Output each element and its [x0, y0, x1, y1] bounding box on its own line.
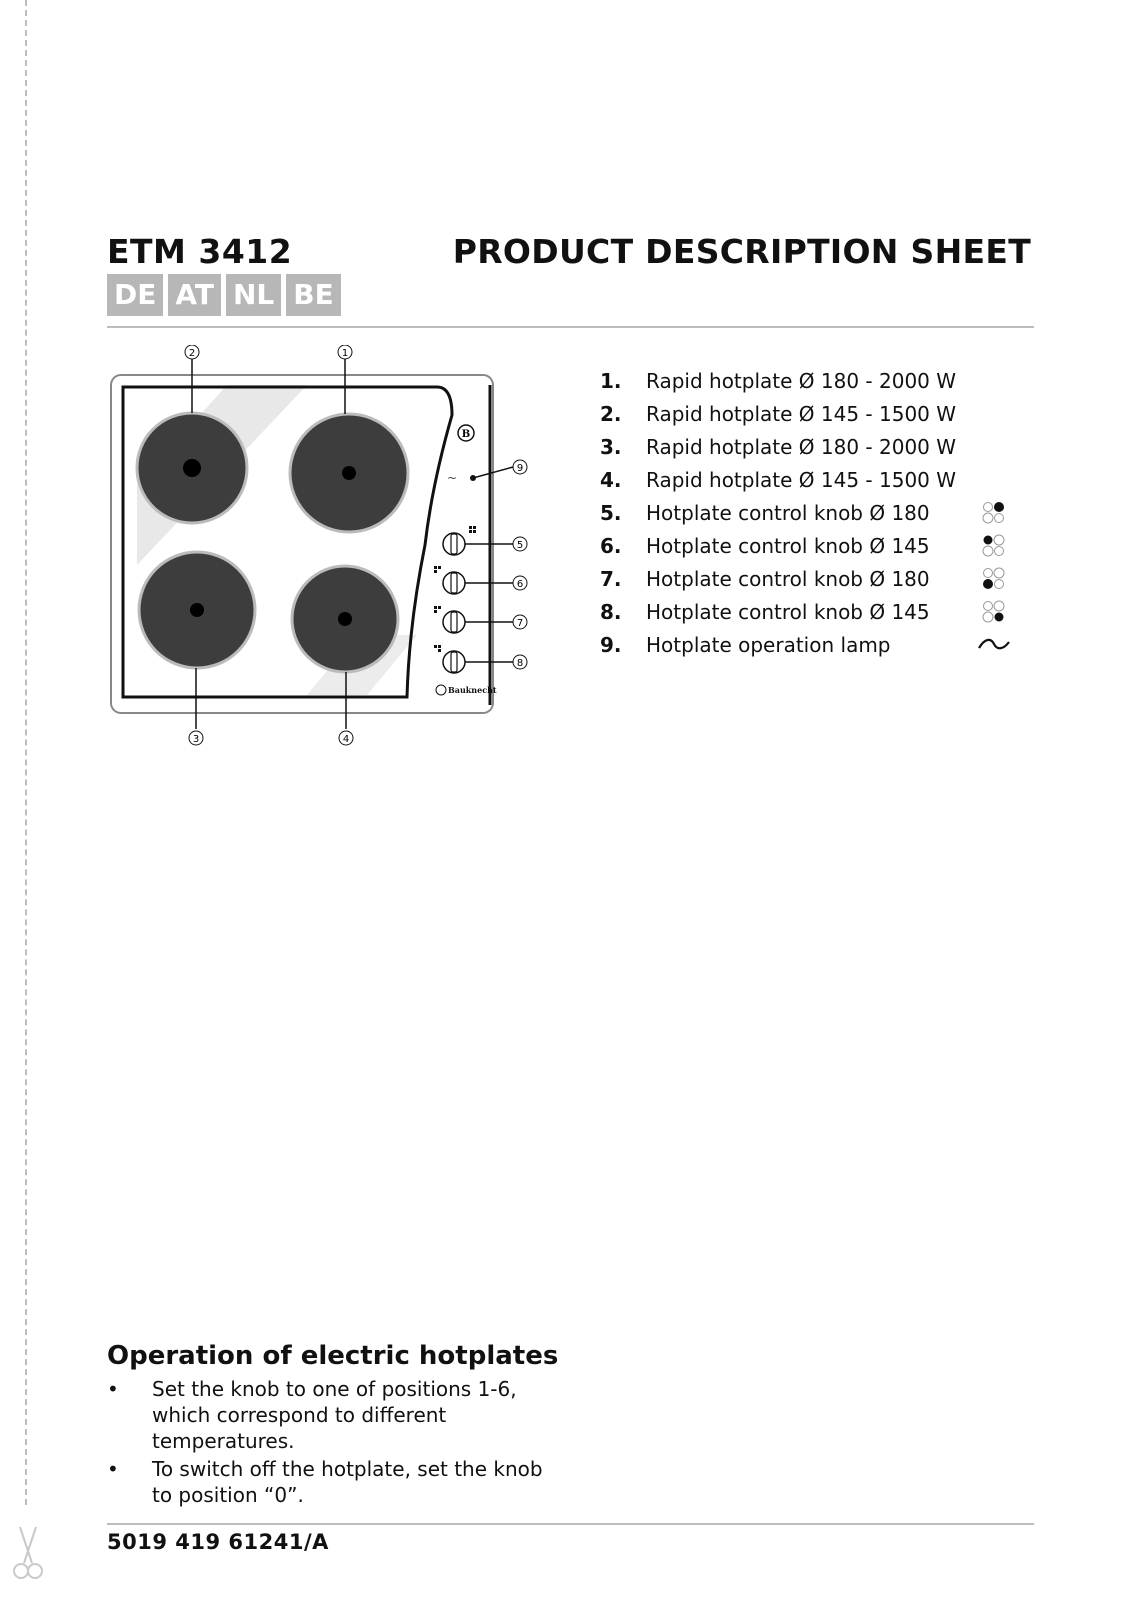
hotplate-front-left-icon — [976, 565, 1012, 593]
instruction-text: Set the knob to one of positions 1-6, which correspond to different temperatures. — [152, 1377, 517, 1453]
legend-item — [600, 628, 1020, 661]
legend-item — [600, 364, 1020, 397]
hotplate-front-left — [139, 552, 255, 668]
sheet-title: PRODUCT DESCRIPTION SHEET — [452, 232, 1031, 271]
svg-text:1: 1 — [341, 348, 349, 359]
hotplate-rear-left-icon — [976, 532, 1012, 560]
legend-number: 3. — [600, 434, 622, 459]
legend-item — [600, 595, 1020, 628]
list-item — [107, 1376, 567, 1454]
callout-9 — [513, 460, 527, 474]
hotplate-front-right-icon — [976, 598, 1012, 626]
legend-item — [600, 463, 1020, 496]
document-number: 5019 419 61241/A — [107, 1530, 329, 1554]
hotplate-rear-right — [290, 414, 408, 532]
callout-4 — [339, 731, 353, 745]
brand-wordmark — [436, 685, 497, 695]
operation-heading: Operation of electric hotplates — [107, 1341, 559, 1371]
legend-number: 1. — [600, 368, 622, 393]
legend-text: Hotplate operation lamp — [646, 632, 891, 657]
legend-number: 4. — [600, 467, 622, 492]
callout-7 — [513, 615, 527, 629]
legend-number: 5. — [600, 500, 622, 525]
country-badge-de: DE — [107, 274, 163, 316]
lamp-symbol: ~ — [446, 471, 458, 485]
svg-text:3: 3 — [192, 734, 200, 745]
country-badges — [107, 274, 341, 316]
bullet: • — [107, 1457, 119, 1481]
control-knob-4 — [443, 651, 465, 673]
control-knob-3 — [443, 611, 465, 633]
brand-logo-icon — [458, 425, 474, 441]
callout-8 — [513, 655, 527, 669]
bullet: • — [107, 1377, 119, 1401]
svg-text:9: 9 — [516, 463, 524, 474]
legend-item — [600, 397, 1020, 430]
svg-text:6: 6 — [516, 579, 524, 590]
operation-list — [107, 1376, 567, 1510]
hob-diagram — [107, 345, 547, 765]
control-knob-2 — [443, 572, 465, 594]
legend-number: 9. — [600, 632, 622, 657]
legend-text: Hotplate control knob Ø 145 — [646, 533, 930, 558]
legend-text: Hotplate control knob Ø 180 — [646, 500, 930, 525]
legend-item — [600, 496, 1020, 529]
legend-text: Hotplate control knob Ø 180 — [646, 566, 930, 591]
legend-text: Rapid hotplate Ø 145 - 1500 W — [646, 401, 957, 426]
header-divider — [107, 326, 1034, 328]
svg-text:7: 7 — [516, 618, 524, 629]
footer-divider — [107, 1523, 1034, 1525]
control-knob-1 — [443, 533, 465, 555]
legend-item — [600, 529, 1020, 562]
svg-text:B: B — [461, 429, 471, 440]
country-badge-be: BE — [286, 274, 340, 316]
callout-1 — [338, 345, 352, 359]
legend-number: 6. — [600, 533, 622, 558]
svg-text:2: 2 — [188, 348, 196, 359]
legend-number: 8. — [600, 599, 622, 624]
model-number: ETM 3412 — [107, 232, 293, 271]
hotplate-front-right — [292, 566, 398, 672]
legend-text: Rapid hotplate Ø 180 - 2000 W — [646, 434, 957, 459]
parts-legend — [600, 364, 1020, 661]
legend-text: Rapid hotplate Ø 145 - 1500 W — [646, 467, 957, 492]
scissors-icon — [8, 1525, 48, 1585]
list-item — [107, 1456, 567, 1508]
legend-text: Rapid hotplate Ø 180 - 2000 W — [646, 368, 957, 393]
cut-line — [25, 0, 27, 1505]
svg-text:Bauknecht: Bauknecht — [448, 685, 497, 695]
svg-text:5: 5 — [516, 540, 524, 551]
hotplate-rear-right-icon — [976, 499, 1012, 527]
tilde-lamp-icon — [976, 631, 1012, 659]
callout-5 — [513, 537, 527, 551]
svg-text:4: 4 — [342, 734, 350, 745]
svg-text:8: 8 — [516, 658, 524, 669]
hotplate-rear-left — [137, 413, 247, 523]
legend-number: 7. — [600, 566, 622, 591]
legend-item — [600, 562, 1020, 595]
callout-6 — [513, 576, 527, 590]
legend-number: 2. — [600, 401, 622, 426]
callout-2 — [185, 345, 199, 359]
instruction-text: To switch off the hotplate, set the knob to position “0”. — [152, 1457, 543, 1507]
country-badge-nl: NL — [226, 274, 281, 316]
legend-text: Hotplate control knob Ø 145 — [646, 599, 930, 624]
country-badge-at: AT — [168, 274, 221, 316]
callout-3 — [189, 731, 203, 745]
legend-item — [600, 430, 1020, 463]
